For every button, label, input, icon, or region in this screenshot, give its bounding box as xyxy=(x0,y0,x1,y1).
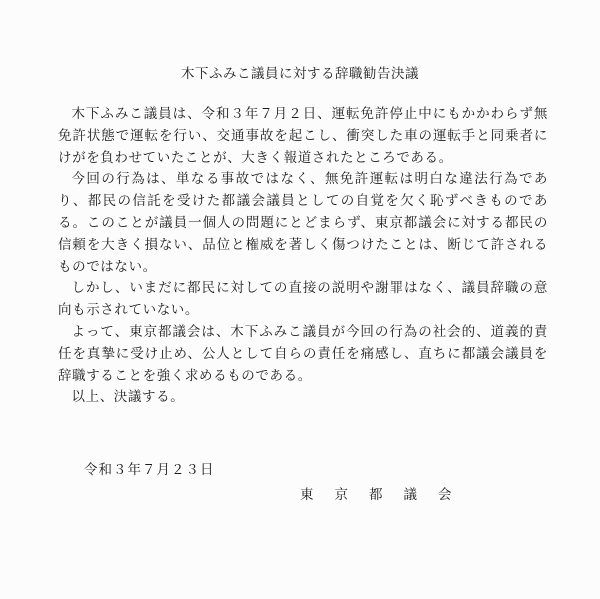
document-title: 木下ふみこ議員に対する辞職勧告決議 xyxy=(181,66,419,82)
document-body xyxy=(58,104,548,409)
paragraph-assessment: 今回の行為は、単なる事故ではなく、無免許運転は明白な違法行為であり、都民の信託を受けた都議会議員としての自覚を欠く恥ずべきものである。このことが議員一個人の問題にとどまらず、東京都議会に対する都民の信頼を大きく損ない、品位と権威を著しく傷つけたことは、断じて許されるものではない。 xyxy=(58,171,548,275)
paragraph-resolution: よって、東京都議会は、木下ふみこ議員が今回の行為の社会的、道義的責任を真摯に受け止め、公人として自らの責任を痛感し、直ちに都議会議員を辞職することを強く求めるものである。 xyxy=(58,323,548,384)
paragraph-incident: 木下ふみこ議員は、令和３年７月２日、運転免許停止中にもかかわらず無免許状態で運転を行い、交通事故を起こし、衝突した車の運転手と同乗者にけがを負わせていたことが、大きく報道されたところである。 xyxy=(58,106,548,166)
paragraph-closing: 以上、決議する。 xyxy=(71,389,185,406)
document-date: 令和３年７月２３日 xyxy=(84,462,215,478)
document-signer: 東京都議会 xyxy=(300,487,473,503)
paragraph-no-apology: しかし、いまだに都民に対しての直接の説明や謝罪はなく、議員辞職の意向も示されていない。 xyxy=(58,280,548,319)
